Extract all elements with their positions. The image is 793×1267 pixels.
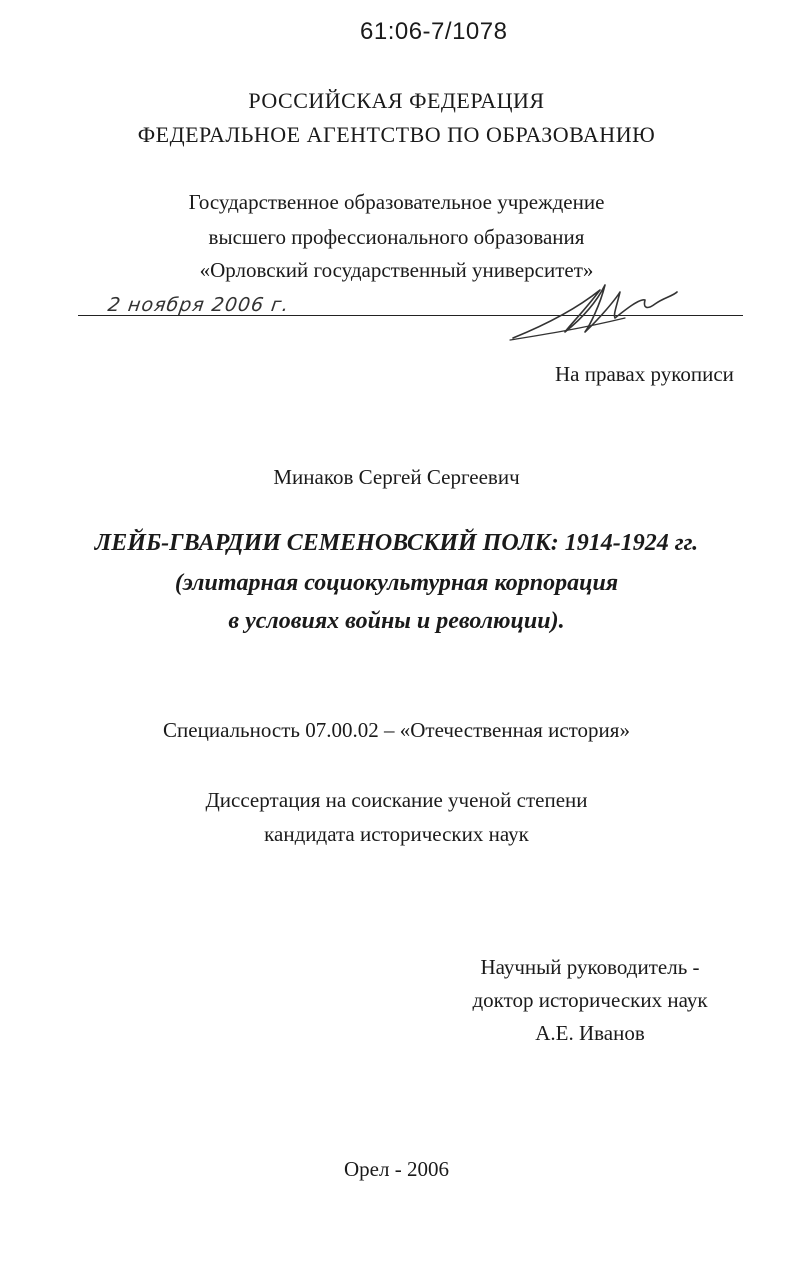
rights-note: На правах рукописи (555, 362, 734, 386)
specialty: Специальность 07.00.02 – «Отечественная история» (163, 718, 630, 742)
header-line-2: ФЕДЕРАЛЬНОЕ АГЕНТСТВО ПО ОБРАЗОВАНИЮ (137, 122, 656, 147)
institution-line-3: «Орловский государственный университет» (199, 258, 594, 282)
dissertation-line-2: кандидата исторических наук (264, 822, 529, 846)
supervisor-role: Научный руководитель - (480, 955, 700, 979)
signature-icon (505, 270, 685, 350)
title-line-1: ЛЕЙБ-ГВАРДИИ СЕМЕНОВСКИЙ ПОЛК: 1914-1924 гг. (94, 530, 699, 556)
header-line-1: РОССИЙСКАЯ ФЕДЕРАЦИЯ (248, 88, 545, 113)
supervisor-name: А.Е. Иванов (535, 1021, 645, 1045)
place-year: Орел - 2006 (344, 1157, 449, 1181)
handwritten-date: 2 ноября 2006 г. (106, 294, 291, 316)
title-line-3: в условиях войны и революции). (228, 608, 565, 634)
title-line-2: (элитарная социокультурная корпорация (174, 570, 619, 596)
archive-code: 61:06-7/1078 (360, 18, 508, 45)
author-name: Минаков Сергей Сергеевич (273, 465, 520, 489)
dissertation-line-1: Диссертация на соискание ученой степени (205, 788, 588, 812)
supervisor-degree: доктор исторических наук (472, 988, 708, 1012)
institution-line-1: Государственное образовательное учреждение (188, 190, 605, 214)
institution-line-2: высшего профессионального образования (208, 225, 585, 249)
